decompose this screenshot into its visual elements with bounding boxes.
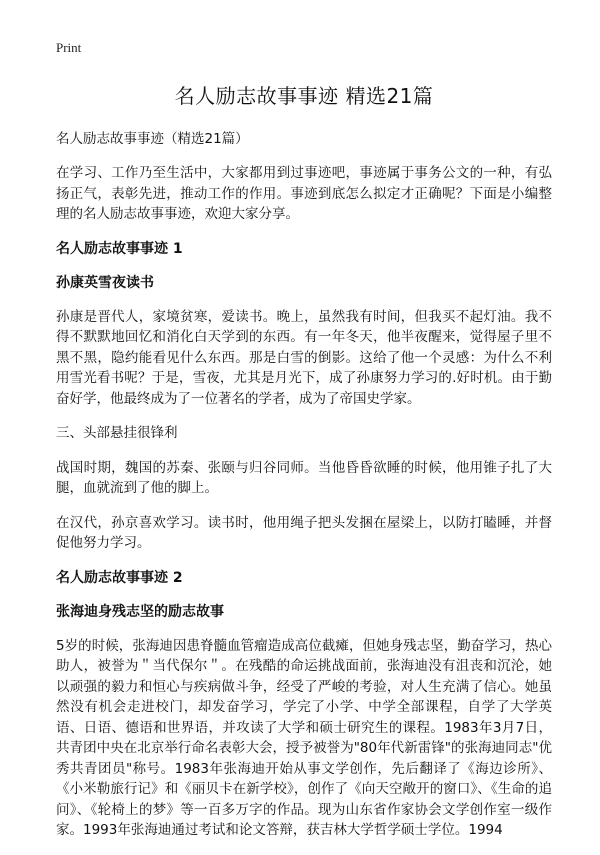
paragraph: 孙康是晋代人，家境贫寒，爱读书。晚上，虽然我有时间，但我买不起灯油。我不得不默默地回忆和消化白天学到的东西。有一年冬天，他半夜醒来，觉得屋子里不黑不黑，隐约能看见什么东西。那是白雪的倒影。这给了他一个灵感：为什么不利用雪光看书呢？于是，雪夜，尤其是月光下，成了孙康努力学习的.好时机。由于勤奋好学，他最终成为了一位著名的学者，成为了帝国史学家。	[56, 308, 552, 407]
document-page	[56, 40, 552, 855]
story-title-1: 孙康英雪夜读书	[56, 274, 154, 291]
section-heading-1: 名人励志故事事迹 1	[56, 240, 183, 257]
paragraph: 三、头部悬挂很锋利	[56, 425, 178, 441]
story-title-2: 张海迪身残志坚的励志故事	[56, 603, 224, 620]
section-heading-2: 名人励志故事事迹 2	[56, 569, 183, 586]
paragraph: 战国时期，魏国的苏秦、张颐与归谷同师。当他昏昏欲睡的时候，他用锥子扎了大腿，血就流到了他的脚上。	[56, 459, 552, 496]
intro-paragraph: 在学习、工作乃至生活中，大家都用到过事迹吧，事迹属于事务公文的一种，有弘扬正气，表彰先进，推动工作的作用。事迹到底怎么拟定才正确呢？下面是小编整理的名人励志故事事迹，欢迎大家分享。	[56, 165, 552, 222]
print-link[interactable]: Print	[56, 40, 82, 55]
page-title: 名人励志故事事迹 精选21篇	[174, 84, 434, 108]
document-subtitle: 名人励志故事事迹（精选21篇）	[56, 131, 249, 147]
paragraph: 5岁的时候，张海迪因患脊髓血管瘤造成高位截瘫，但她身残志坚，勤奋学习，热心助人，被誉为＂当代保尔＂。在残酷的命运挑战面前，张海迪没有沮丧和沉沦，她以顽强的毅力和恒心与疾病做斗争，经受了严峻的考验，对人生充满了信心。她虽然没有机会走进校门，却发奋学习，学完了小学、中学全部课程，自学了大学英语、日语、德语和世界语，并攻读了大学和硕士研究生的课程。1983年3月7日，共青团中央在北京举行命名表彰大会，授予被誉为"80年代新雷锋"的张海迪同志"优秀共青团员"称号。1983年张海迪开始从事文学创作，先后翻译了《海边诊所》、《小米勒旅行记》和《丽贝卡在新学校》，创作了《向天空敞开的窗口》、《生命的追问》、《轮椅上的梦》等一百多万字的作品。现为山东省作家协会文学创作室一级作家。1993年张海迪通过考试和论文答辩，获吉林大学哲学硕士学位。1994	[56, 637, 552, 838]
paragraph: 在汉代，孙京喜欢学习。读书时，他用绳子把头发捆在屋梁上，以防打瞌睡，并督促他努力学习。	[56, 514, 552, 551]
